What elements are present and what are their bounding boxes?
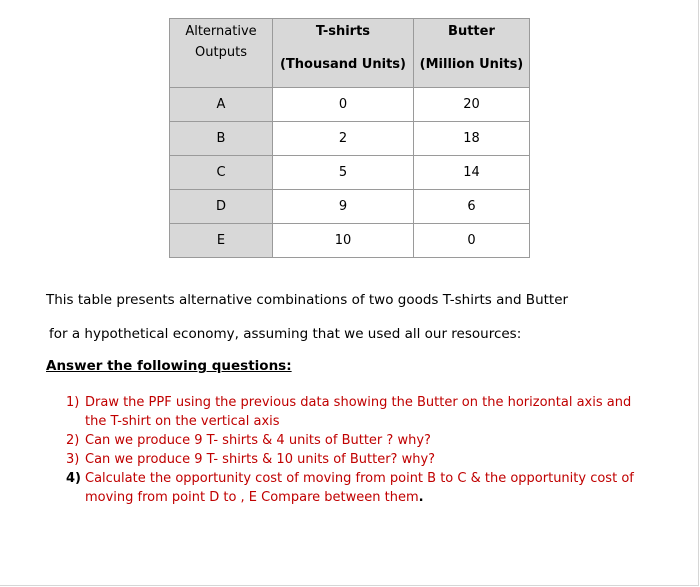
- question-end-mark: .: [418, 490, 424, 505]
- question-number: 2): [66, 433, 80, 448]
- list-item: [48, 450, 648, 469]
- table-row: [170, 156, 530, 190]
- row-label: E: [170, 224, 273, 258]
- question-text: Can we produce 9 T- shirts & 4 units of Butter ? why?: [85, 433, 431, 448]
- intro-paragraph-line1: This table presents alternative combinations of two goods T-shirts and Butter: [46, 292, 569, 308]
- question-text: Draw the PPF using the previous data showing the Butter on the horizontal axis and the T-shirt on the vertical axis: [85, 395, 632, 429]
- question-text: Calculate the opportunity cost of moving from point B to C & the opportunity cost of moving from point D to , E Compare between them: [85, 471, 634, 505]
- output-table: [169, 18, 530, 258]
- row-label: A: [170, 88, 273, 122]
- row-label: B: [170, 122, 273, 156]
- butter-cell: 6: [413, 190, 529, 224]
- tshirts-cell: 5: [273, 156, 414, 190]
- header-butter-line1: Butter: [448, 24, 495, 39]
- table-row: [170, 88, 530, 122]
- list-item: [48, 393, 648, 431]
- butter-cell: 0: [413, 224, 529, 258]
- table-row: [170, 224, 530, 258]
- header-alt-line1: Alternative: [185, 24, 257, 39]
- list-item: [48, 431, 648, 450]
- tshirts-cell: 0: [273, 88, 414, 122]
- row-label: D: [170, 190, 273, 224]
- questions-heading: Answer the following questions:: [46, 358, 292, 374]
- header-tshirts: [273, 19, 414, 88]
- header-alt-line2: Outputs: [195, 45, 247, 60]
- list-item: [48, 469, 648, 507]
- table-row: [170, 190, 530, 224]
- tshirts-cell: 10: [273, 224, 414, 258]
- tshirts-cell: 9: [273, 190, 414, 224]
- header-butter: [413, 19, 529, 88]
- question-number: 3): [66, 452, 80, 467]
- header-tshirts-line2: (Thousand Units): [279, 57, 406, 72]
- question-number: 4): [66, 471, 81, 486]
- butter-cell: 14: [413, 156, 529, 190]
- header-butter-line2: (Million Units): [419, 57, 524, 72]
- butter-cell: 18: [413, 122, 529, 156]
- table-row: [170, 122, 530, 156]
- butter-cell: 20: [413, 88, 529, 122]
- questions-list: [48, 393, 648, 507]
- header-tshirts-line1: T-shirts: [315, 24, 371, 39]
- tshirts-cell: 2: [273, 122, 414, 156]
- question-number: 1): [66, 395, 80, 410]
- question-text: Can we produce 9 T- shirts & 10 units of Butter? why?: [85, 452, 436, 467]
- header-alternative-outputs: [170, 19, 273, 88]
- row-label: C: [170, 156, 273, 190]
- intro-paragraph-line2: for a hypothetical economy, assuming that we used all our resources:: [49, 326, 522, 342]
